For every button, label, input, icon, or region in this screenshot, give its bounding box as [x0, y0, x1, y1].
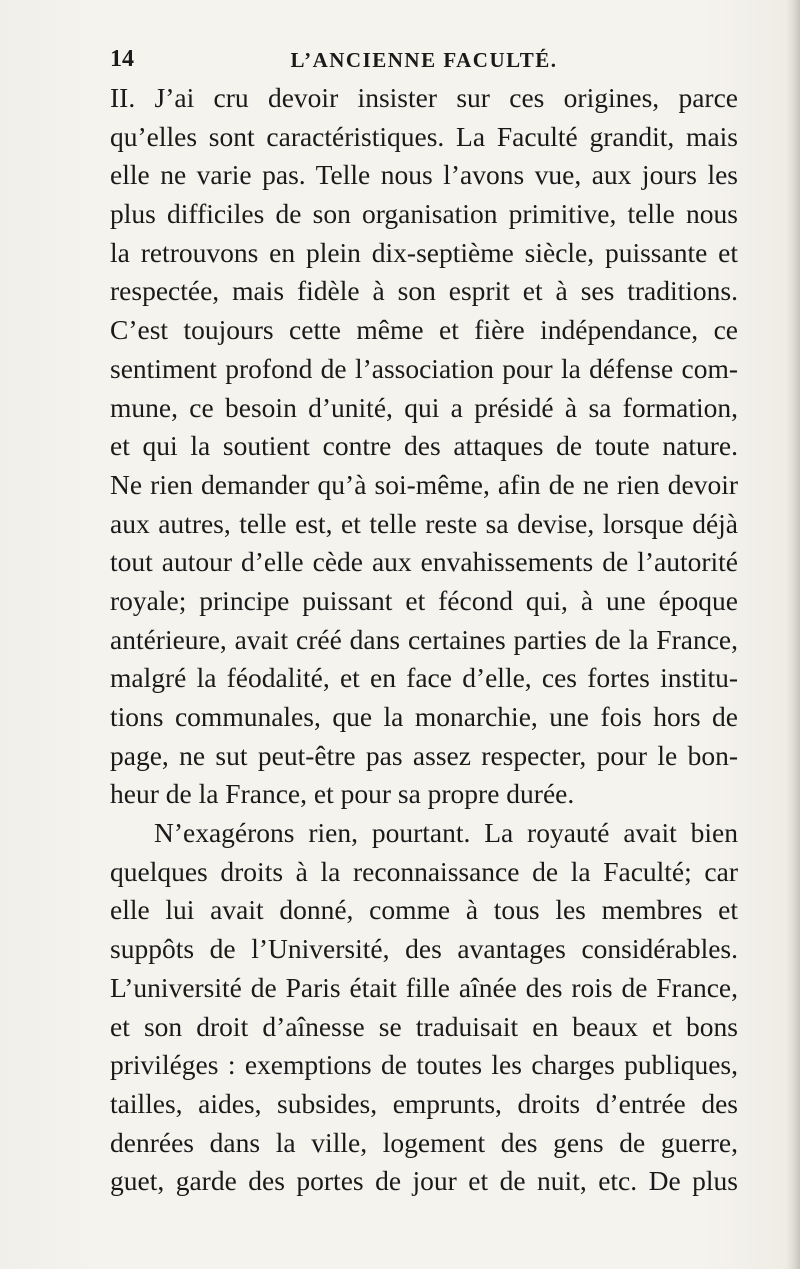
text-line: heur de la France, et pour sa propre durée.	[110, 778, 575, 810]
text-line: tout autour d’elle cède aux envahissements de l’autorité	[110, 546, 738, 578]
text-line: royale; principe puissant et fécond qui, à une époque	[110, 584, 738, 616]
text-line: tions communales, que la monarchie, une fois hors de	[110, 701, 738, 732]
text-line: aux autres, telle est, et telle reste sa devise, lorsque déjà	[110, 507, 738, 539]
text-line: Ne rien demander qu’à soi-même, afin de ne rien devoir	[110, 468, 738, 500]
text-line: suppôts de l’Université, des avantages considérables.	[110, 933, 738, 965]
text-line: page, ne sut peut-être pas assez respecter, pour le bon-	[110, 739, 738, 771]
text-line: qu’elles sont caractéristiques. La Faculté grandit, mais	[110, 120, 738, 152]
text-line: guet, garde des portes de jour et de nuit, etc. De plus	[110, 1165, 738, 1197]
page-edge-shadow	[786, 0, 800, 1269]
text-line: malgré la féodalité, et en face d’elle, ces fortes institu-	[110, 662, 738, 694]
text-line: et qui la soutient contre des attaques de toute nature.	[110, 430, 738, 462]
text-line: priviléges : exemptions de toutes les charges publiques,	[110, 1049, 738, 1081]
text-line: N’exagérons rien, pourtant. La royauté avait bien	[154, 817, 738, 849]
text-line: tailles, aides, subsides, emprunts, droits d’entrée des	[110, 1087, 738, 1119]
page-number: 14	[110, 46, 134, 72]
text-line: L’université de Paris était fille aînée des rois de France,	[110, 971, 738, 1003]
running-head	[110, 46, 738, 82]
text-line: respectée, mais fidèle à son esprit et à ses traditions.	[110, 275, 738, 307]
body-text	[110, 79, 738, 1201]
running-title: L’ANCIENNE FACULTÉ.	[290, 48, 558, 72]
text-line: mune, ce besoin d’unité, qui a présidé à sa formation,	[110, 391, 738, 423]
text-line: elle ne varie pas. Telle nous l’avons vue, aux jours les	[110, 159, 738, 191]
text-line: elle lui avait donné, comme à tous les membres et	[110, 894, 738, 926]
text-line: la retrouvons en plein dix-septième siècle, puissante et	[110, 236, 738, 268]
text-line: et son droit d’aînesse se traduisait en beaux et bons	[110, 1010, 738, 1042]
text-line: antérieure, avait créé dans certaines parties de la France,	[110, 623, 738, 655]
text-line: II. J’ai cru devoir insister sur ces origines, parce	[110, 82, 738, 113]
text-line: quelques droits à la reconnaissance de la Faculté; car	[110, 855, 738, 887]
text-line: sentiment profond de l’association pour la défense com-	[110, 352, 738, 384]
text-line: C’est toujours cette même et fière indépendance, ce	[110, 314, 738, 346]
text-line: denrées dans la ville, logement des gens de guerre,	[110, 1126, 738, 1158]
text-line: plus difficiles de son organisation primitive, telle nous	[110, 198, 738, 230]
